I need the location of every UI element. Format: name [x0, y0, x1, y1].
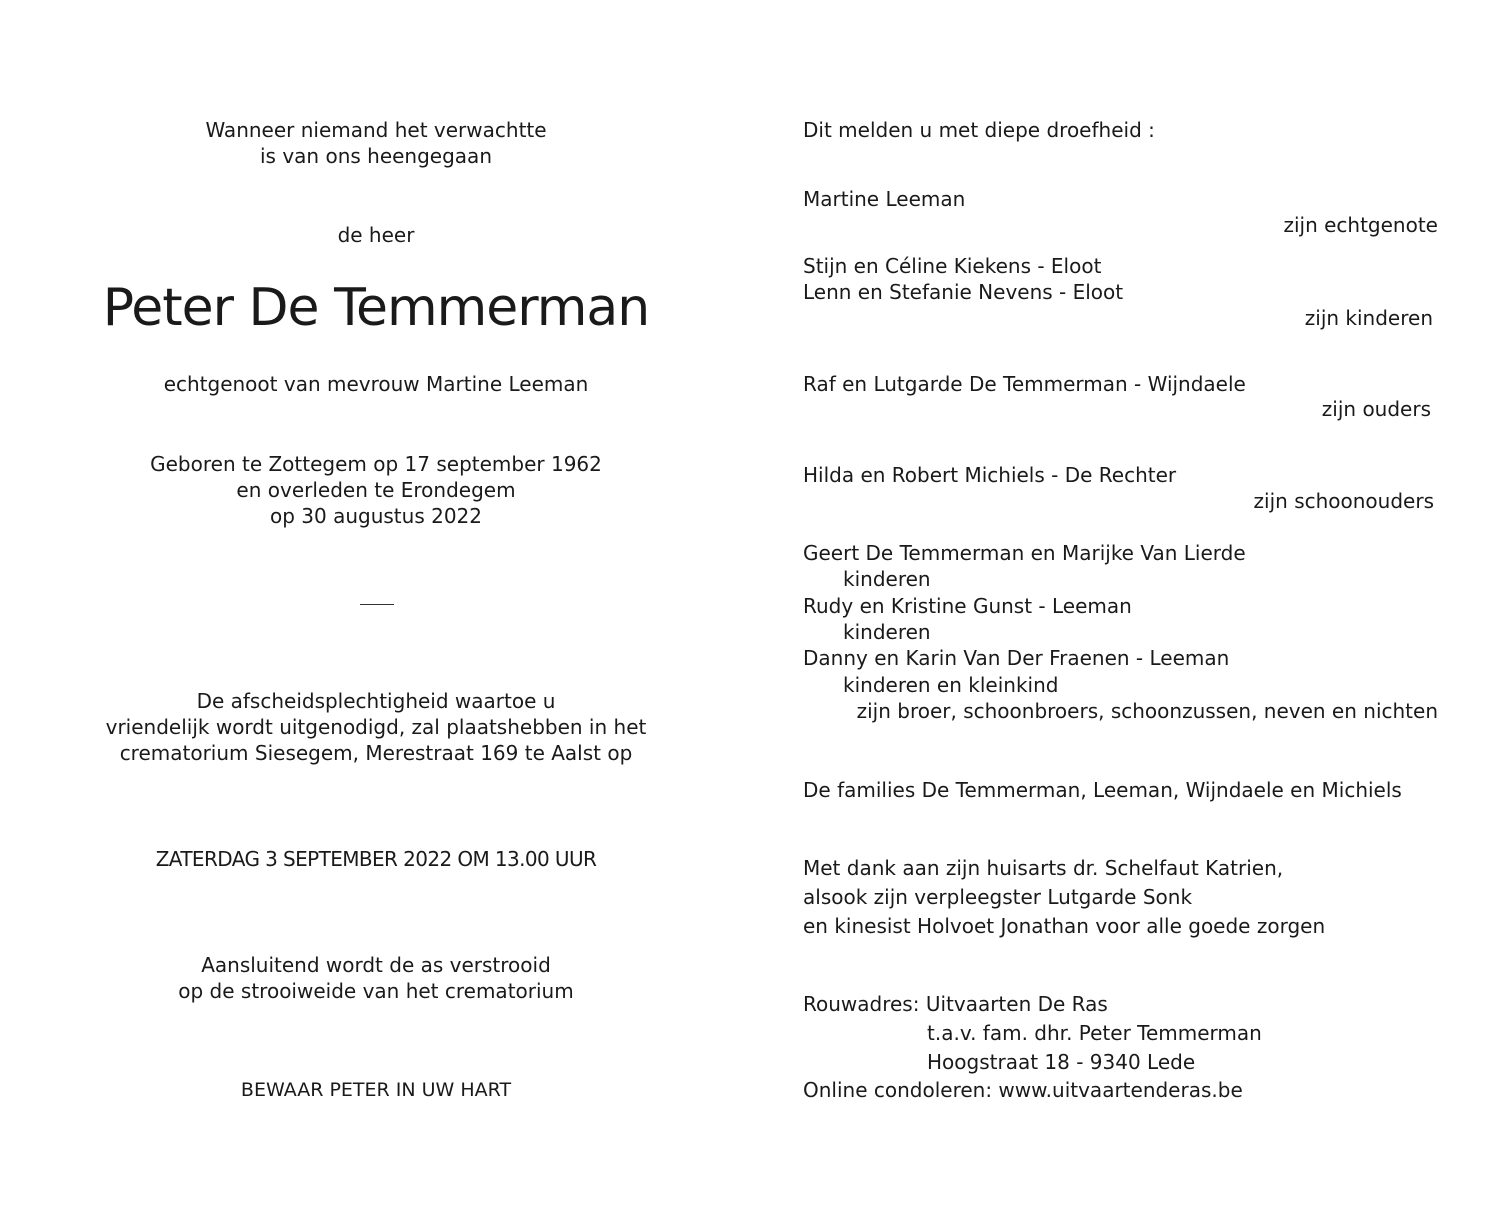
wife-role: zijn echtgenote — [1283, 213, 1438, 237]
thanks-line-3: en kinesist Holvoet Jonathan voor alle goede zorgen — [803, 914, 1326, 938]
thanks-line-2: alsook zijn verpleegster Lutgarde Sonk — [803, 885, 1193, 909]
sibling-sub-3: kinderen en kleinkind — [843, 673, 1059, 697]
sibling-line-2: Rudy en Kristine Gunst - Leeman — [803, 594, 1132, 618]
sibling-sub-2: kinderen — [843, 620, 931, 644]
ashes-line-1: Aansluitend wordt de as verstrooid — [201, 953, 551, 977]
ceremony-date-time: ZATERDAG 3 SEPTEMBER 2022 OM 13.00 UUR — [155, 847, 597, 871]
children-role: zijn kinderen — [1304, 306, 1433, 330]
deceased-name: Peter De Temmerman — [102, 278, 650, 338]
child-line-2: Lenn en Stefanie Nevens - Eloot — [803, 280, 1124, 304]
ashes-line-2: op de strooiweide van het crematorium — [178, 979, 574, 1003]
intro-line: Dit melden u met diepe droefheid : — [803, 118, 1155, 142]
inlaws-role: zijn schoonouders — [1253, 489, 1434, 513]
death-date-line: op 30 augustus 2022 — [269, 504, 482, 528]
honorific: de heer — [337, 223, 415, 247]
closing-line: BEWAAR PETER IN UW HART — [240, 1079, 512, 1101]
sibling-line-3: Danny en Karin Van Der Fraenen - Leeman — [803, 646, 1230, 670]
spouse-line: echtgenoot van mevrouw Martine Leeman — [163, 372, 589, 396]
divider-dash — [360, 604, 394, 605]
parents-line: Raf en Lutgarde De Temmerman - Wijndaele — [803, 372, 1246, 396]
thanks-line-1: Met dank aan zijn huisarts dr. Schelfaut Katrien, — [803, 856, 1284, 880]
ceremony-line-2: vriendelijk wordt uitgenodigd, zal plaatshebben in het — [105, 715, 647, 739]
address-line-2: t.a.v. fam. dhr. Peter Temmerman — [927, 1021, 1262, 1045]
address-label: Rouwadres: Uitvaarten De Ras — [803, 992, 1108, 1016]
siblings-role: zijn broer, schoonbroers, schoonzussen, neven en nichten — [856, 699, 1438, 723]
wife-name: Martine Leeman — [803, 187, 966, 211]
ceremony-line-1: De afscheidsplechtigheid waartoe u — [196, 689, 556, 713]
inlaws-line: Hilda en Robert Michiels - De Rechter — [803, 463, 1177, 487]
online-condolences: Online condoleren: www.uitvaartenderas.be — [803, 1078, 1243, 1102]
child-line-1: Stijn en Céline Kiekens - Eloot — [803, 254, 1102, 278]
ceremony-line-3: crematorium Siesegem, Merestraat 169 te Aalst op — [119, 741, 633, 765]
quote-line-2: is van ons heengegaan — [260, 144, 492, 168]
birth-line: Geboren te Zottegem op 17 september 1962 — [150, 452, 602, 476]
quote-line-1: Wanneer niemand het verwachtte — [205, 118, 547, 142]
families-line: De families De Temmerman, Leeman, Wijndaele en Michiels — [803, 778, 1402, 802]
sibling-sub-1: kinderen — [843, 567, 931, 591]
death-line: en overleden te Erondegem — [236, 478, 516, 502]
address-line-3: Hoogstraat 18 - 9340 Lede — [927, 1050, 1196, 1074]
parents-role: zijn ouders — [1321, 397, 1431, 421]
sibling-line-1: Geert De Temmerman en Marijke Van Lierde — [803, 541, 1246, 565]
